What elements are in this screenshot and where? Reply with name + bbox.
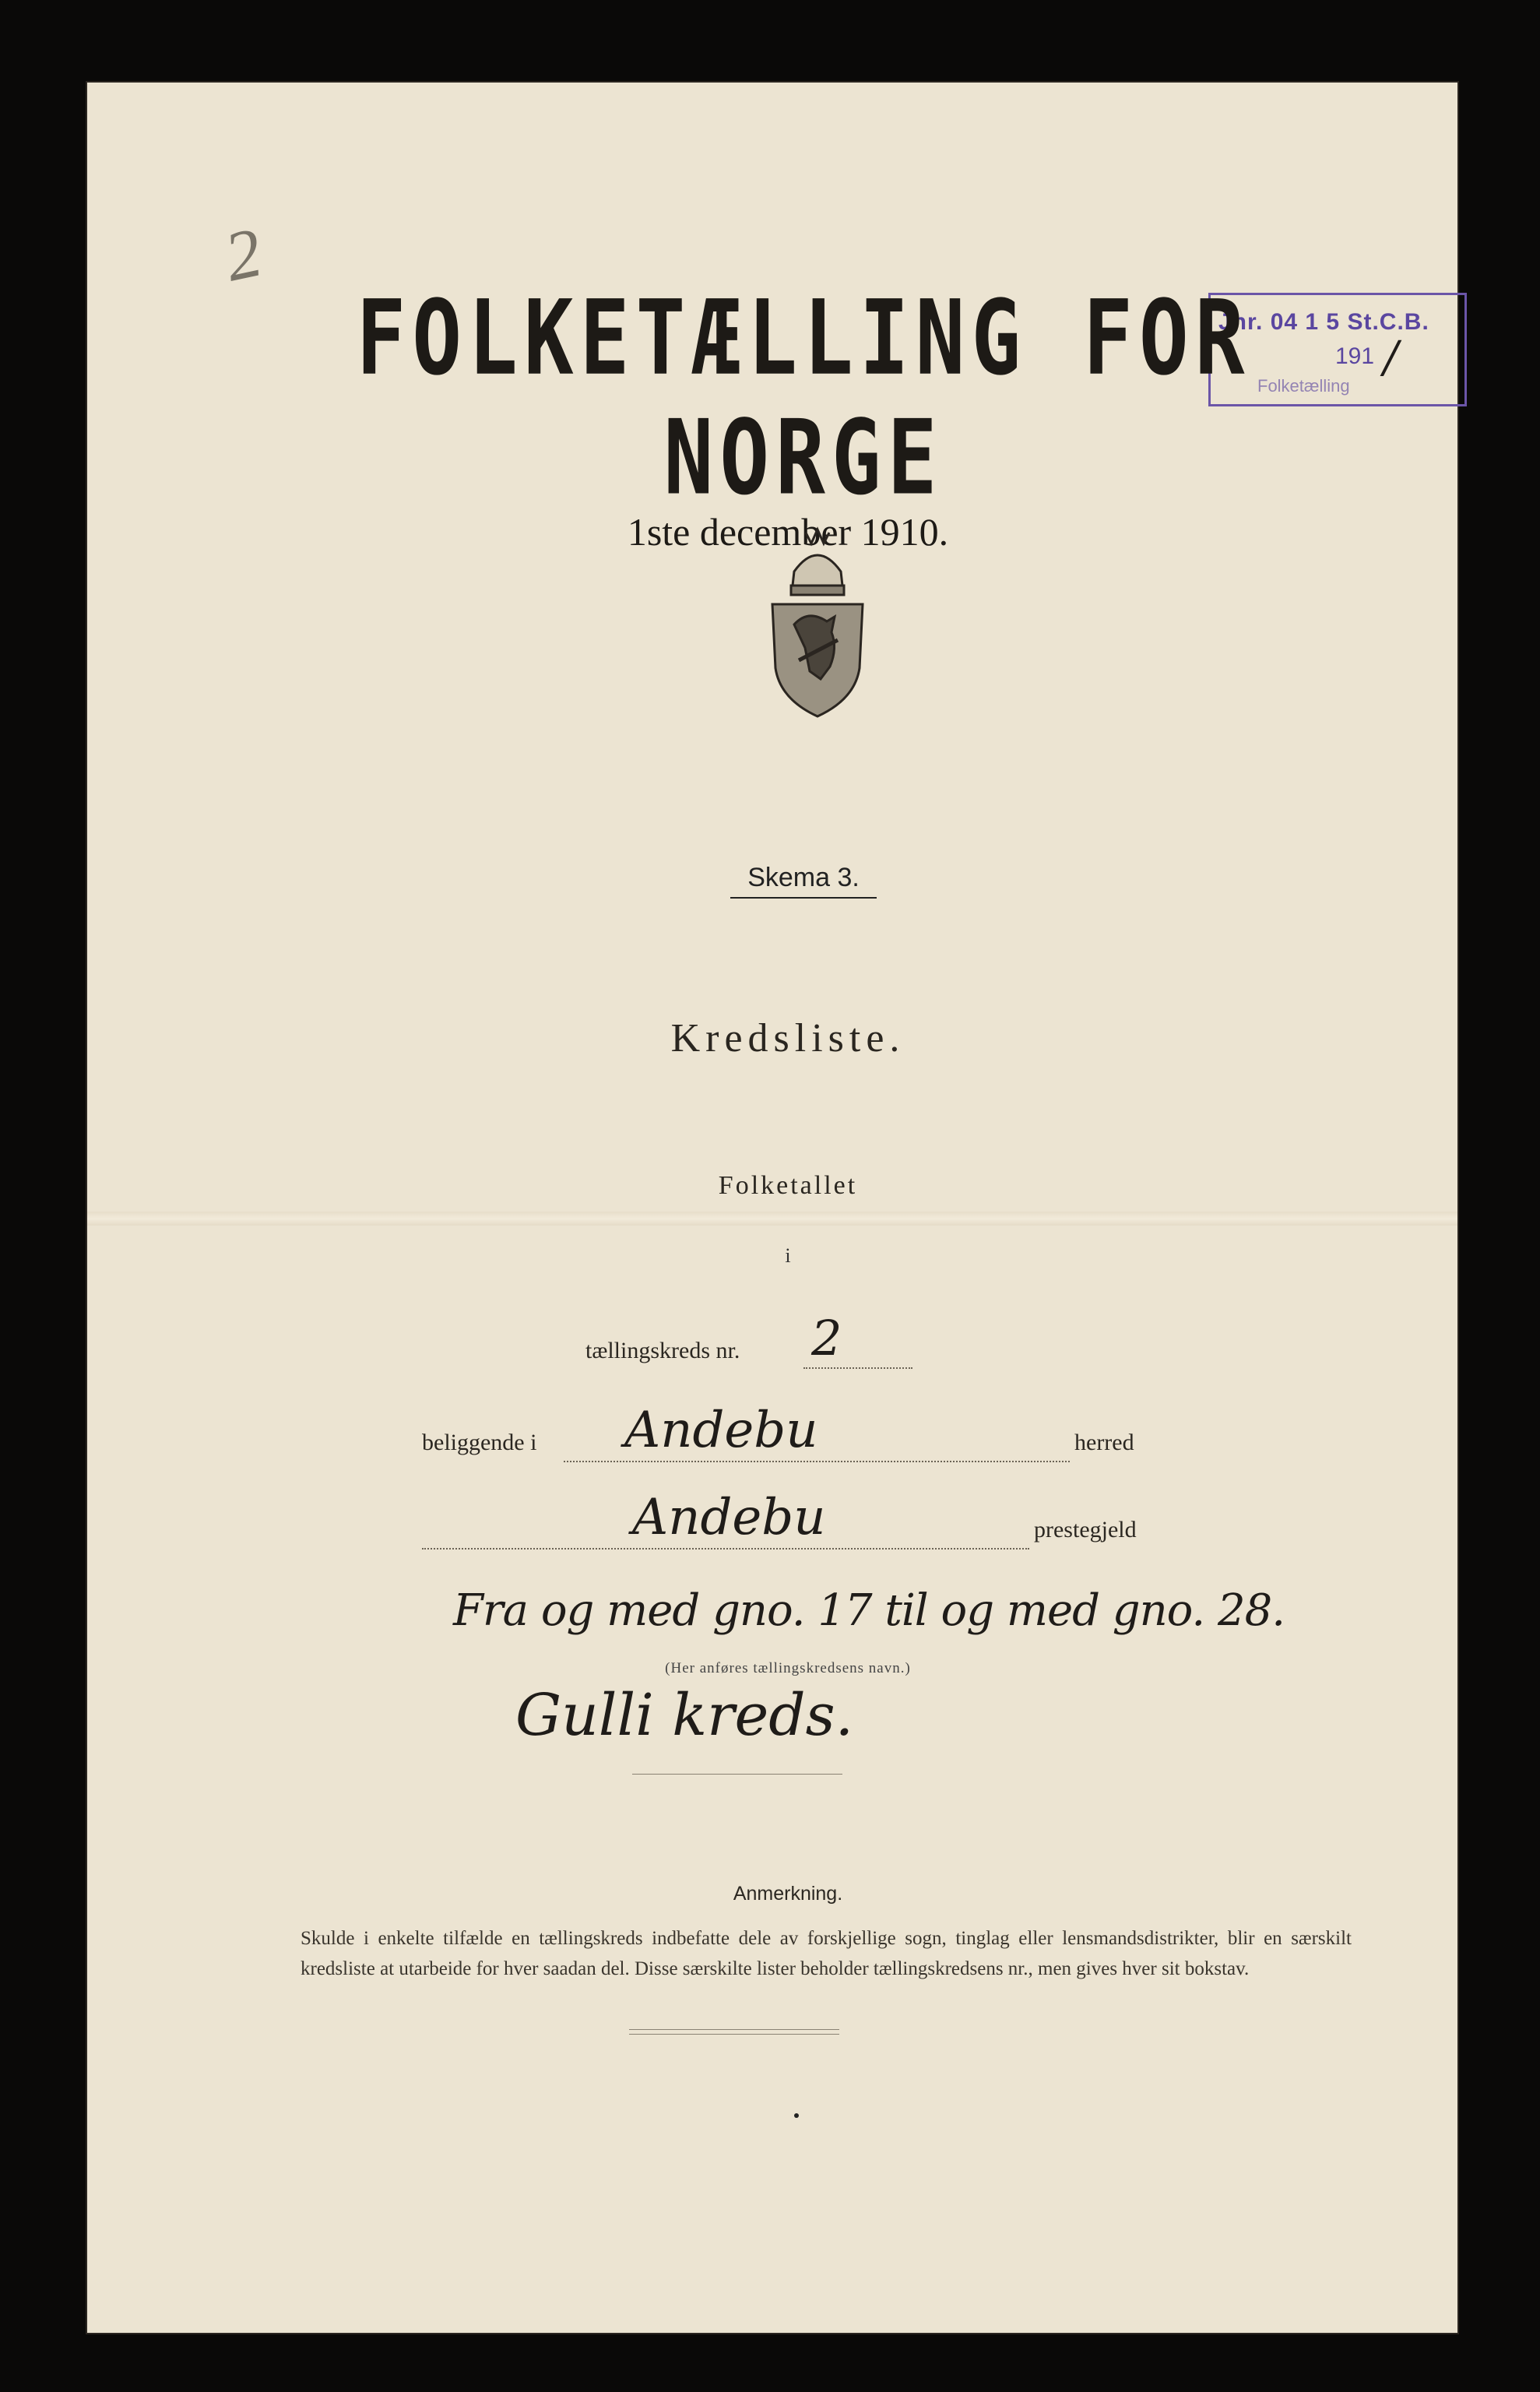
- schema-number: [648, 863, 959, 893]
- stamp-line-3: Folketælling: [1257, 376, 1350, 396]
- district-number-value: 2: [811, 1310, 842, 1367]
- i-label: i: [785, 1244, 791, 1267]
- divider-bottom-2: [629, 2034, 839, 2035]
- remark-heading: Anmerkning.: [733, 1883, 843, 1905]
- form-name: Kredsliste.: [670, 1016, 905, 1061]
- divider-middle: [632, 1774, 842, 1775]
- herred-value: Andebu: [624, 1402, 818, 1459]
- district-name-note: (Her anføres tællingskredsens navn.): [665, 1660, 911, 1676]
- stamp-line-1: Jnr. 04 1 5 St.C.B.: [1218, 309, 1429, 335]
- census-date: 1ste december 1910.: [627, 510, 949, 554]
- prestegjeld-suffix: prestegjeld: [1034, 1517, 1137, 1542]
- district-number-label: tællingskreds nr.: [585, 1338, 740, 1363]
- district-name-value: Fra og med gno. 17 til og med gno. 28.: [453, 1585, 1285, 1636]
- kreds-name-value: Gulli kreds.: [515, 1682, 854, 1749]
- page-title: FOLKETÆLLING FOR NORGE: [356, 278, 1251, 518]
- folketallet-label: Folketallet: [718, 1171, 858, 1200]
- document-page: [87, 83, 1457, 2333]
- herred-prefix: beliggende i: [422, 1430, 537, 1455]
- divider-bottom-1: [629, 2029, 839, 2030]
- remark-text: Skulde i enkelte tilfælde en tællingskreds indbefatte dele av forskjellige sogn, tinglag eller lensmandsdistrikter, blir en særskilt kredsliste at utarbeide for hver saadan del. Disse særskilte lister beholder tællingskredsens nr., men gives hver sit bokstav.: [301, 1928, 1352, 1979]
- norway-coat-of-arms-icon: [763, 523, 872, 723]
- herred-suffix: herred: [1074, 1430, 1134, 1455]
- stamp-handwritten: /: [1384, 332, 1398, 383]
- ink-dot: [794, 2113, 799, 2118]
- prestegjeld-value: Andebu: [632, 1489, 826, 1546]
- pencil-mark: 2: [218, 213, 269, 297]
- paper-fold: [87, 1212, 1457, 1226]
- schema-label: Skema 3.: [730, 863, 877, 899]
- stamp-line-2: 191: [1335, 343, 1375, 369]
